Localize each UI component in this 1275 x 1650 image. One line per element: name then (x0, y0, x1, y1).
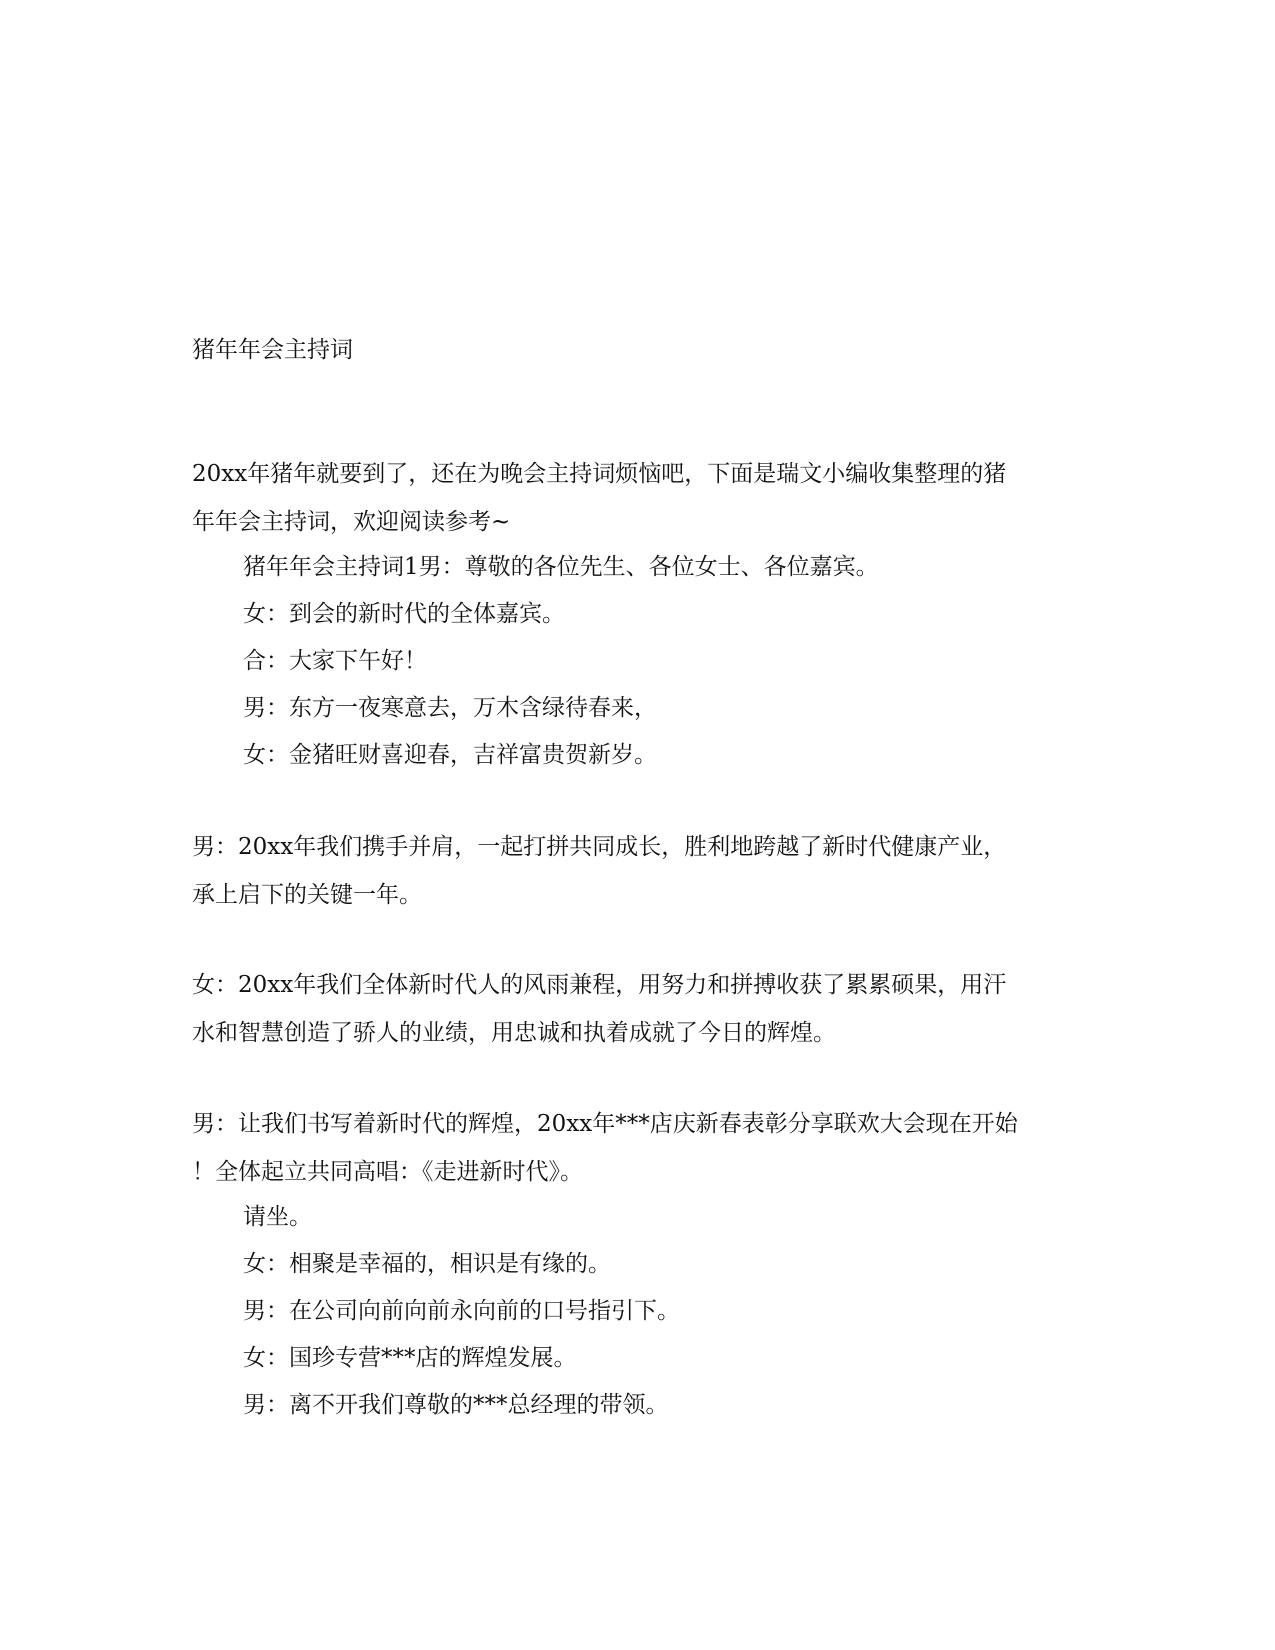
dialogue-line: 男：离不开我们尊敬的***总经理的带领。 (243, 1392, 669, 1418)
female-paragraph-1 (192, 961, 1082, 1057)
male-paragraph-1 (192, 823, 1082, 919)
intro-line-1: 20xx年猪年就要到了，还在为晚会主持词烦恼吧，下面是瑞文小编收集整理的猪 (192, 461, 1007, 487)
dialogue-line: 合：大家下午好！ (243, 648, 427, 674)
intro-paragraph (192, 450, 1082, 546)
dialogue-line: 男：东方一夜寒意去，万木含绿待春来， (243, 695, 657, 721)
dialogue-line: 女：相聚是幸福的，相识是有缘的。 (243, 1251, 611, 1277)
intro-line-2: 年年会主持词，欢迎阅读参考~ (192, 509, 511, 535)
female-paragraph-1-line-2: 水和智慧创造了骄人的业绩，用忠诚和执着成就了今日的辉煌。 (192, 1020, 836, 1046)
dialogue-line: 女：金猪旺财喜迎春，吉祥富贵贺新岁。 (243, 742, 657, 768)
female-paragraph-1-line-1: 女：20xx年我们全体新时代人的风雨兼程，用努力和拼搏收获了累累硕果，用汗 (192, 972, 1007, 998)
dialogue-line: 猪年年会主持词1男：尊敬的各位先生、各位女士、各位嘉宾。 (243, 554, 879, 580)
dialogue-line: 男：在公司向前向前永向前的口号指引下。 (243, 1298, 680, 1324)
male-paragraph-1-line-2: 承上启下的关键一年。 (192, 882, 422, 908)
dialogue-line: 女：到会的新时代的全体嘉宾。 (243, 601, 565, 627)
document-title: 猪年年会主持词 (192, 337, 353, 363)
male-paragraph-2 (192, 1100, 1082, 1196)
dialogue-line: 女：国珍专营***店的辉煌发展。 (243, 1345, 577, 1371)
male-paragraph-1-line-1: 男：20xx年我们携手并肩，一起打拼共同成长，胜利地跨越了新时代健康产业， (192, 834, 1007, 860)
male-paragraph-2-line-1: 男：让我们书写着新时代的辉煌，20xx年***店庆新春表彰分享联欢大会现在开始 (192, 1111, 1018, 1137)
male-paragraph-2-line-2: ！全体起立共同高唱：《走进新时代》。 (192, 1159, 583, 1185)
dialogue-line: 请坐。 (243, 1204, 312, 1230)
